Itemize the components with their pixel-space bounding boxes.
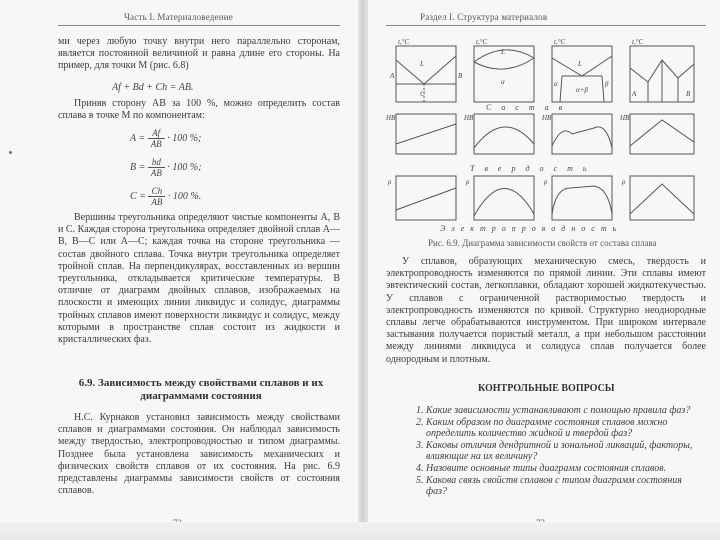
- conductivity-diagram-4: [630, 176, 694, 220]
- question-item: 4. Назовите основные типы диаграмм состояния сплавов.: [426, 463, 704, 475]
- formula-a: [130, 128, 201, 149]
- book-gutter: [358, 0, 368, 540]
- figure-caption: Рис. 6.9. Диаграмма зависимости свойств от состава сплава: [428, 238, 657, 248]
- rho-label-2: ρ: [466, 178, 470, 186]
- formula-b-num: bd: [148, 157, 165, 168]
- row-label-hardness: Т в е р д о с т ь: [470, 164, 591, 173]
- phase-letter-b-4: B: [686, 90, 691, 98]
- axis-t-label-3: t,°C: [554, 38, 566, 46]
- question-item: 3. Каковы отличия дендритной и зональной ликваций, факторы, влияющие на их величину?: [426, 440, 704, 463]
- axis-t-label-2: t,°C: [476, 38, 488, 46]
- rho-label-1: ρ: [388, 178, 392, 186]
- hb-label-3: HB: [542, 114, 552, 122]
- rho-label-4: ρ: [622, 178, 626, 186]
- formula-c-num: Ch: [148, 186, 165, 197]
- questions-heading: КОНТРОЛЬНЫЕ ВОПРОСЫ: [478, 383, 615, 394]
- conductivity-diagram-1: [396, 176, 456, 220]
- formula-b-den: AB: [150, 168, 162, 178]
- formula-a-den: AB: [150, 139, 162, 149]
- formula-b: [130, 157, 202, 178]
- hardness-diagram-1: [396, 114, 456, 154]
- question-item: 5. Какова связь свойств сплавов с типом диаграмм состояния фаз?: [426, 475, 704, 498]
- hb-label-4: HB: [620, 114, 630, 122]
- formula-a-num: Af: [148, 128, 165, 139]
- formula-c-label: C =: [130, 190, 146, 202]
- phase-letter-l-2: L: [501, 48, 505, 56]
- formula-b-label: B =: [130, 161, 146, 173]
- section-heading: 6.9. Зависимость между свойствами сплавов и их диаграммами состояния: [78, 377, 324, 402]
- phase-letter-beta-3: β: [605, 80, 609, 88]
- phase-letter-alpha-2: α: [501, 78, 505, 86]
- phase-letter-alpha-3: α: [554, 80, 558, 88]
- phase-letter-l-3: L: [578, 60, 582, 68]
- formula-c-tail: · 100 %.: [167, 190, 202, 202]
- right-page: [368, 0, 720, 540]
- right-header-rule: [386, 25, 706, 26]
- phase-letter-c-1: C: [420, 90, 425, 98]
- questions-list: [414, 405, 704, 498]
- hardness-diagram-4: [630, 114, 694, 154]
- conductivity-diagram-2: [474, 176, 534, 220]
- row-label-composition: С о с т а в: [486, 103, 567, 112]
- phase-diagram-1: [396, 46, 456, 102]
- right-running-head: Раздел I. Структура материалов: [420, 12, 548, 22]
- phase-diagram-4: [630, 46, 694, 102]
- phase-letter-b-1: B: [458, 72, 463, 80]
- axis-t-label-1: t,°C: [398, 38, 410, 46]
- right-body-text: У сплавов, образующих механическую смесь, твердость и электропроводность изменяются по прямой линии. Эти сплавы имеют эвтектический состав, легкоплавки, обладают хорошей жидкотекучестью. У сплавов с ограниченной растворимостью твердость и электропроводность изменяются по кривой. Структурно неоднородные сплавы легче обрабатываются инструментом. При широком интервале застывания получается пористый металл, а при небольшом расстоянии между линиями ликвидуса и солидуса сплав получается более однородным и плотным.: [386, 256, 706, 365]
- left-body-text: Вершины треугольника определяют чистые компоненты A, B и C. Каждая сторона треугольника определяет двойной сплав A—B, B—C или A—C; каждая точка на стороне треугольника — состав двойного сплава. Точка внутри треугольника определяет тройной сплав. На перпендикулярах, восставленных из вершин треугольника, откладывается критические температуры. В отличие от диаграмм двойных сплавов, изображаемых на плоскости и имеющих линии ликвидус и солидус, диаграммы тройных сплавов имеют поверхности ликвидус и солидус, между которыми в пространстве сплав состоит из жидкости и кристаллических фаз.: [58, 212, 340, 346]
- question-item: 1. Какие зависимости устанавливают с помощью правила фаз?: [426, 405, 704, 417]
- left-page: [0, 0, 358, 540]
- conductivity-diagram-3: [552, 176, 612, 220]
- hardness-diagram-3: [552, 114, 612, 154]
- phase-letter-ab-3: α+β: [576, 86, 588, 94]
- question-item: 2. Каким образом по диаграмме состояния сплавов можно определить количество жидкой и твердой фаз?: [426, 417, 704, 440]
- phase-letter-l-1: L: [420, 60, 424, 68]
- hb-label-1: HB: [386, 114, 396, 122]
- left-intro-text: ми через любую точку внутри него параллельно сторонам, является постоянной величиной и равна длине его стороны. На пример, для точки M (рис. 6.8): [58, 36, 340, 72]
- left-header-rule: [58, 25, 340, 26]
- hardness-diagram-2: [474, 114, 534, 154]
- formula-c-den: AB: [151, 197, 163, 207]
- page-bottom-edge: [0, 522, 720, 540]
- formula-c: [130, 186, 201, 207]
- formula-c-fraction: [148, 186, 165, 207]
- formula-sum: Af + Bd + Ch = AB.: [112, 82, 194, 93]
- row-label-conductivity: Э л е к т р о п р о в о д н о с т ь: [440, 224, 619, 233]
- formula-a-label: A =: [130, 132, 146, 144]
- formula-a-tail: · 100 %;: [167, 132, 202, 144]
- formula-b-tail: · 100 %;: [167, 161, 202, 173]
- hb-label-2: HB: [464, 114, 474, 122]
- formula-b-fraction: [148, 157, 165, 178]
- phase-letter-a-4: A: [632, 90, 637, 98]
- axis-t-label-4: t,°C: [632, 38, 644, 46]
- property-diagrams-figure: [386, 38, 708, 242]
- rho-label-3: ρ: [544, 178, 548, 186]
- left-running-head: Часть I. Материаловедение: [124, 12, 233, 22]
- left-text-after-formula: Приняв сторону AB за 100 %, можно определить состав сплава в точке M по компонентам:: [58, 98, 340, 122]
- left-section-text: Н.С. Курнаков установил зависимость между свойствами сплавов и диаграммами состояния. Он наблюдал зависимость между твердостью, электропроводностью и типом диаграммы. Позднее была установлена зависимость механических и физических свойств сплавов от их состояния. На рис. 6.9 представлены диаграммы зависимости свойств от состояния сплавов.: [58, 412, 340, 497]
- formula-a-fraction: [148, 128, 165, 149]
- phase-letter-a-1: A: [390, 72, 395, 80]
